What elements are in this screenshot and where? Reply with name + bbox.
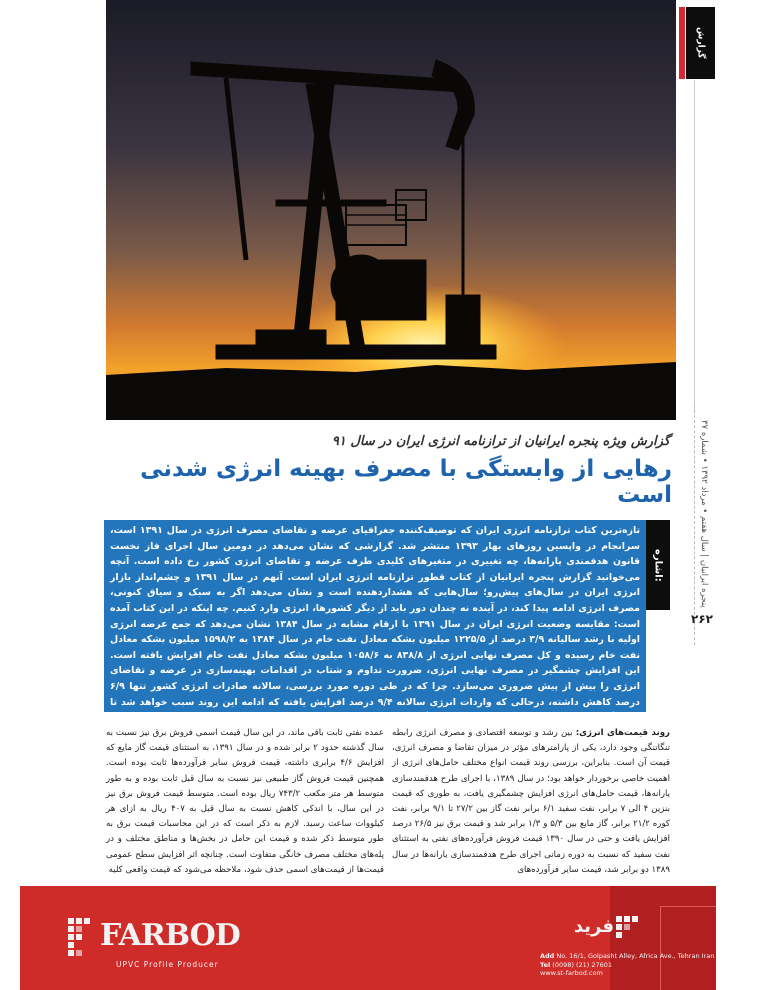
body-paragraph-right: بین رشد و توسعه اقتصادی و مصرف انرژی رابطه تنگاتنگی وجود دارد، یکی از پارامترهای مؤثر در میزان تقاضا و مصرف انرژی، قیمت آن است. بنابراین، بررسی روند قیمت انواع مختلف حامل‌های انرژی از اهمیت خاصی برخوردار خواهد بود؛ در سال ۱۳۸۹، با اجرای طرح هدفمندسازی یارانه‌ها، قیمت حامل‌های انرژی افزایش چشمگیری یافت، به طوری که قیمت بنزین ۴ الی ۷ برابر، نفت سفید ۶/۱ برابر نفت گاز بین ۲۷/۲ تا ۹/۱ برابر، نفت کوره ۲۱/۲ برابر، گاز مایع بین ۵/۳ و ۱/۳ برابر شد و قیمت برق نیز ۲۶/۵ درصد افزایش یافت و حتی در سال ۱۳۹۰ قیمت فروش فرآورده‌های نفتی به استثنای نفت سفید که نسبت به دوره زمانی اجرای طرح هدفمندسازی یارانه‌ها در سال ۱۳۸۹ دو برابر شد، قیمت سایر فرآورده‌های: [392, 728, 670, 875]
section-tab-label-wrap: [686, 7, 715, 79]
website-text: www.st-farbod.com: [540, 969, 603, 977]
oil-pumpjack-photo: [106, 0, 676, 420]
issue-info-wrap: [692, 420, 716, 615]
section-tab-label: گزارش: [695, 27, 706, 59]
farbod-advertisement: [20, 886, 716, 990]
issue-info: پنجره ایرانیان | سال هفتم • مرداد ۱۳۹۲ • شماره ۳۷: [699, 420, 709, 608]
article-headline: رهایی از وابستگی با مصرف بهینه انرژی شدنی است: [140, 456, 672, 508]
lead-label-tab: [646, 520, 670, 610]
tel-label: Tel: [540, 960, 551, 969]
ad-brand-name-fa: فرید: [573, 916, 614, 937]
ad-brand-name: FARBOD: [100, 918, 240, 953]
ad-tagline: UPVC Profile Producer: [116, 960, 219, 969]
body-column-right: [392, 726, 670, 878]
sunset-pumpjack-illustration: [106, 0, 676, 420]
tel-text: (0098) (21) 27601: [552, 960, 613, 969]
lead-paragraph: تازه‌ترین کتاب ترازنامه انرژی ایران که توصیف‌کننده جغرافیای عرضه و تقاضای مصرف انرژی در سال ۱۳۹۱ است، سرانجام در واپسین روزهای بهار ۱۳۹۳ منتشر شد. گزارشی که نشان می‌دهد در دومین سال اجرای فاز نخست قانون هدفمندی یارانه‌ها، چه تغییری در متغیرهای کلیدی طرف عرضه و تقاضای انرژی کشور رخ داده است. آنچه می‌خوانید گزارش پنجره ایرانیان از کتاب قطور ترازنامه انرژی ایران است. آنهم در سال ۱۳۹۱ و چشم‌انداز بازار انرژی ایران در سال‌های پیش‌رو؛ سال‌هایی که هشداردهنده است و نشان می‌دهد اگر به سبک و سیاق کنونی، مصرف انرژی ادامه پیدا کند، در آینده نه چندان دور باید از دیگر کشورها، انرژی وارد کنیم. چه اینکه در این کتاب آمده است: مقایسه وضعیت انرژی ایران در سال ۱۳۹۱ با ارقام مشابه در سال ۱۳۸۴ نشان می‌دهد که جمع عرضه انرژی اولیه با رشد سالیانه ۳/۹ درصد از ۱۲۲۵/۵ میلیون بشکه معادل نفت خام در سال ۱۳۸۴ به ۱۵۹۸/۲ میلیون بشکه معادل نفت خام رسیده و کل مصرف نهایی انرژی از ۸۳۸/۸ به ۱۰۵۸/۶ میلیون بشکه معادل نفت خام افزایش یافته است. این افزایش چشمگیر در مصرف نهایی انرژی، ضرورت تداوم و شتاب در اقدامات بهینه‌سازی در عرضه و تقاضای انرژی را بیش از پیش ضروری می‌سازد. چرا که در طی دوره مورد بررسی، سالانه صادرات انرژی کشور تنها ۶/۹ درصد کاهش داشته، درحالی که واردات انرژی سالانه ۹/۴ درصد افزایش یافته که ادامه این روند سبب خواهد شد تا وابستگی انرژی کشور به واردات افزایش یابد. گزارش ویژه پنجره ایرانیان را بخوانید:: [110, 525, 641, 724]
page-number: ۲۶۲: [691, 612, 713, 626]
lead-label: اشاره:: [652, 548, 664, 582]
address-label: Add: [540, 952, 555, 960]
section-tab-accent: [679, 7, 685, 79]
farbod-small-logo-icon: [616, 916, 638, 942]
farbod-logo-icon: [66, 914, 100, 962]
address-text: No. 16/1, Golpasht Alley, Africa Ave., Tehran Iran: [556, 952, 715, 960]
ad-contact: [540, 952, 714, 978]
article-kicker: گزارش ویژه پنجره ایرانیان از ترازنامه انرژی ایران در سال ۹۱: [331, 434, 670, 449]
section-heading: روند قیمت‌های انرژی:: [575, 728, 670, 738]
body-paragraph-left: عمده نفتی ثابت باقی ماند، در این سال قیمت اسمی فروش برق نیز نسبت به سال گذشته حدود ۲ برابر شده و در سال ۱۳۹۱، به استثنای قیمت گاز مایع که افزایش ۴/۶ برابری داشته، قیمت فروش سایر فرآورده‌ها ثابت بوده است. همچنین قیمت فروش گاز طبیعی نیز نسبت به سال قبل ثابت بوده و به طور متوسط هر متر مکعب ۷۴۳/۲ ریال بوده است. متوسط قیمت فروش برق نیز در این سال، با اندکی کاهش نسبت به سال قبل به ۴۰۷ ریال به ازای هر کیلووات ساعت رسید. لازم به ذکر است که در این محاسبات قیمت برق به طور متوسط ذکر شده و قیمت این حامل در بخش‌ها و مناطق مختلف و در پله‌های مختلف مصرف خانگی متفاوت است. چنانچه اثر افزایش سطح عمومی قیمت‌ها از قیمت‌های اسمی حذف شود، ملاحظه می‌شود که قیمت واقعی کلیه: [106, 728, 385, 875]
side-divider: [694, 80, 695, 410]
body-column-left: [106, 726, 384, 878]
